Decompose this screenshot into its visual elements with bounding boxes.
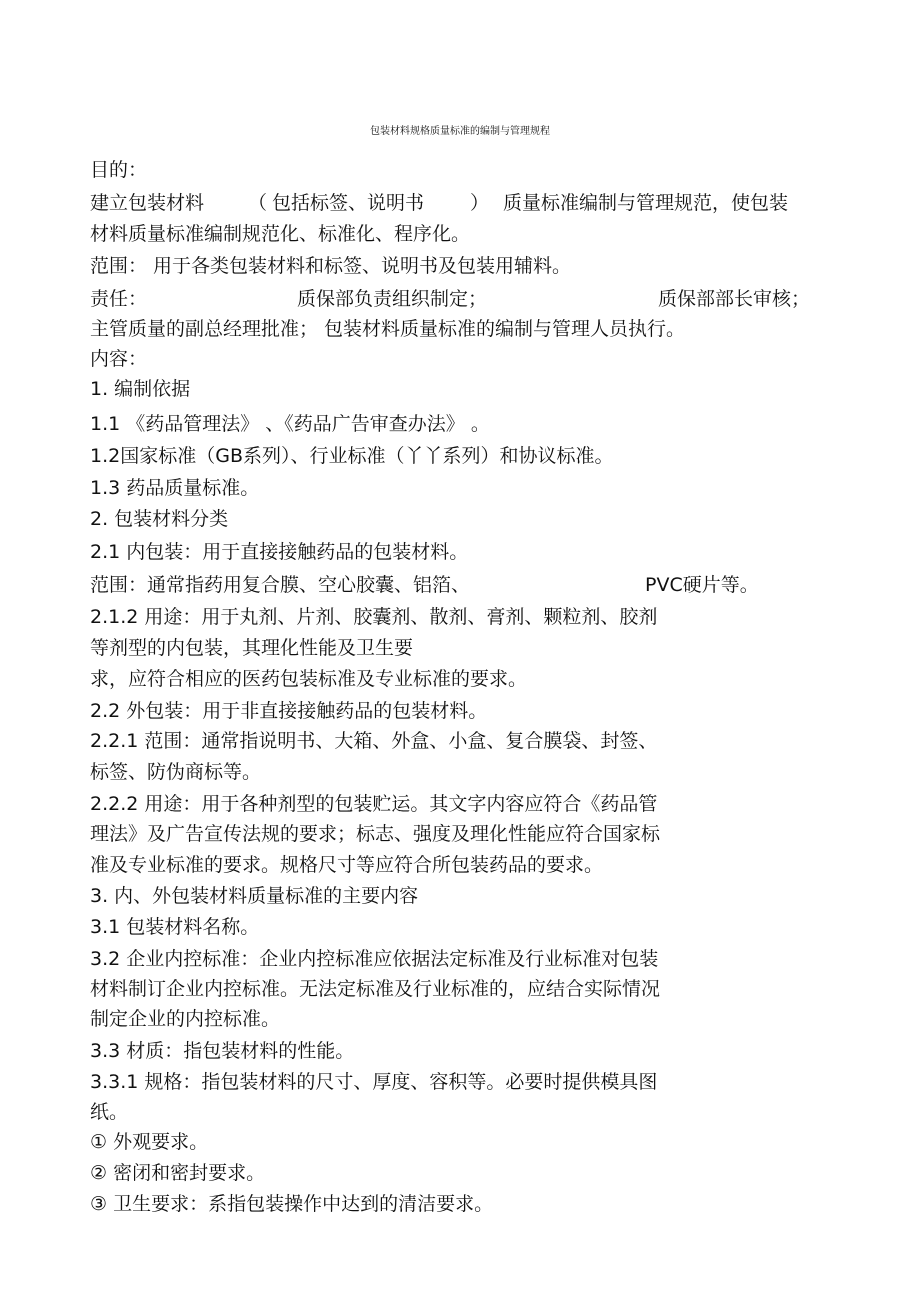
responsibility-line-2: 主管质量的副总经理批准； 包装材料质量标准的编制与管理人员执行。 xyxy=(90,318,686,340)
purpose-text-c: 包括标签、说明书 xyxy=(272,192,425,214)
section-2-2-2-line-1: 2.2.2 用途：用于各种剂型的包装贮运。其文字内容应符合《药品管 xyxy=(90,793,658,815)
list-item-sealing: ② 密闭和密封要求。 xyxy=(90,1162,266,1184)
responsibility-part-1: 质保部负责组织制定； xyxy=(297,288,488,310)
purpose-paren-open: （ xyxy=(248,192,268,214)
section-2-1: 2.1 内包装：用于直接接触药品的包装材料。 xyxy=(90,541,469,563)
section-2-2-2-line-2: 理法》及广告宣传法规的要求；标志、强度及理化性能应符合国家标 xyxy=(90,823,661,845)
section-1-heading: 1. 编制依据 xyxy=(90,378,191,400)
section-2-2-1-line-2: 标签、防伪商标等。 xyxy=(90,761,262,783)
section-3-2-line-2: 材料制订企业内控标准。无法定标准及行业标准的，应结合实际情况 xyxy=(90,978,661,1000)
section-2-2-1-line-1: 2.2.1 范围：通常指说明书、大箱、外盒、小盒、复合膜袋、封签、 xyxy=(90,730,658,752)
section-2-2-2-line-3: 准及专业标准的要求。规格尺寸等应符合所包装药品的要求。 xyxy=(90,854,604,876)
section-3-3-1-line-1: 3.3.1 规格：指包装材料的尺寸、厚度、容积等。必要时提供模具图 xyxy=(90,1071,658,1093)
section-2-1-scope-a: 范围：通常指药用复合膜、空心胶囊、铝箔、 xyxy=(90,574,471,596)
section-1-1: 1.1 《药品管理法》 、《药品广告审查办法》 。 xyxy=(90,413,490,435)
section-1-2: 1.2国家标准（GB系列）、行业标准（丫丫系列）和协议标准。 xyxy=(90,445,614,467)
responsibility-label: 责任： xyxy=(90,288,148,310)
section-3-3: 3.3 材质：指包装材料的性能。 xyxy=(90,1040,355,1062)
purpose-label: 目的： xyxy=(90,159,148,181)
list-item-appearance: ① 外观要求。 xyxy=(90,1131,209,1153)
section-3-1: 3.1 包装材料名称。 xyxy=(90,916,260,938)
section-3-2-line-1: 3.2 企业内控标准：企业内控标准应依据法定标准及行业标准对包装 xyxy=(90,948,659,970)
section-2-2: 2.2 外包装：用于非直接接触药品的包装材料。 xyxy=(90,700,488,722)
responsibility-part-2: 质保部部长审核； xyxy=(658,288,811,310)
section-2-1-2-line-2: 等剂型的内包装，其理化性能及卫生要 xyxy=(90,637,414,659)
section-1-3: 1.3 药品质量标准。 xyxy=(90,477,260,499)
section-3-heading: 3. 内、外包装材料质量标准的主要内容 xyxy=(90,885,419,907)
purpose-text-e: 质量标准编制与管理规范，使包装 xyxy=(503,192,789,214)
content-label: 内容： xyxy=(90,348,148,370)
purpose-text-a: 建立包装材料 xyxy=(90,192,205,214)
section-2-heading: 2. 包装材料分类 xyxy=(90,508,229,530)
scope-line: 范围： 用于各类包装材料和标签、说明书及包装用辅料。 xyxy=(90,255,572,277)
purpose-paren-close: ） xyxy=(470,192,490,214)
section-2-1-2-line-1: 2.1.2 用途：用于丸剂、片剂、胶囊剂、散剂、膏剂、颗粒剂、胶剂 xyxy=(90,606,658,628)
section-2-1-2-line-3: 求，应符合相应的医药包装标准及专业标准的要求。 xyxy=(90,668,528,690)
section-3-3-1-line-2: 纸。 xyxy=(90,1101,129,1123)
document-title: 包装材料规格质量标准的编制与管理规程 xyxy=(370,126,550,137)
section-2-1-scope-b: PVC硬片等。 xyxy=(645,574,759,596)
purpose-line-2: 材料质量标准编制规范化、标准化、程序化。 xyxy=(90,223,471,245)
list-item-hygiene: ③ 卫生要求：系指包装操作中达到的清洁要求。 xyxy=(90,1193,494,1215)
section-3-2-line-3: 制定企业的内控标准。 xyxy=(90,1008,281,1030)
